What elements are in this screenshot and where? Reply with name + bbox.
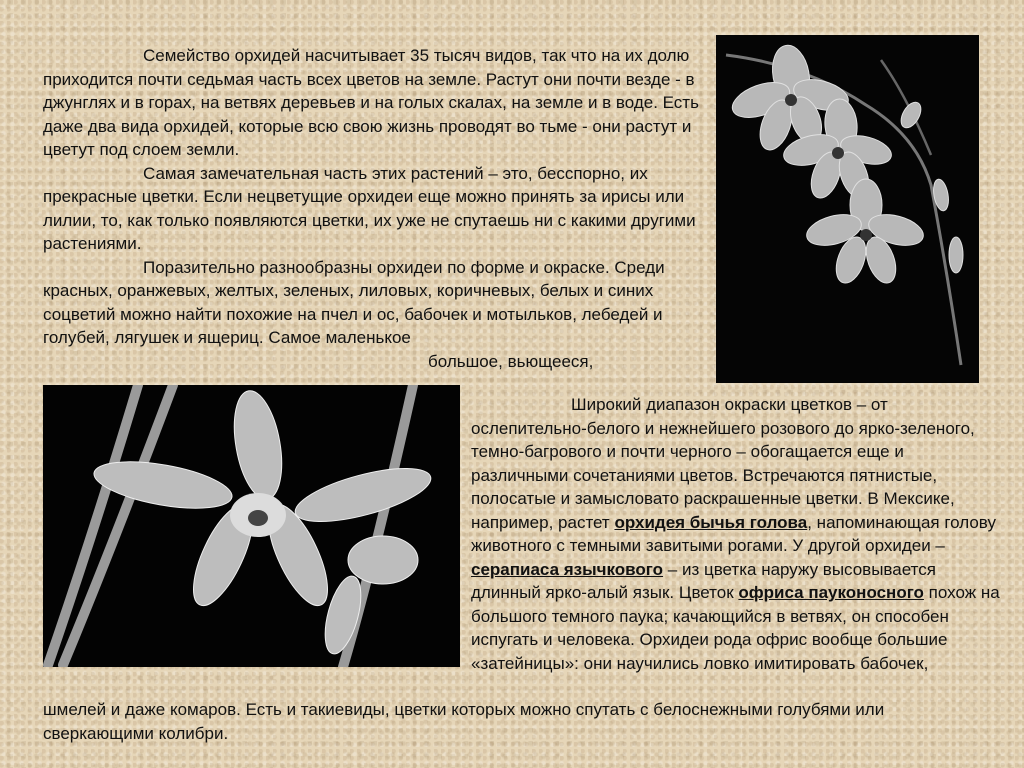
paragraph-overlapped-fragment: большое, вьющееся, <box>428 351 594 371</box>
orchid-phalaenopsis-photo <box>716 35 979 383</box>
paragraph-flowers: Самая замечательная часть этих растений – это, бесспорно, их прекрасные цветки. Если нецветущие орхидеи еще можно принять за ирисы или лилии, то, как только появляются цветки, их уже не спутаешь ни с какими другими растениями. <box>43 163 696 253</box>
paragraph-color-range-4: похож на большого темного паука; качающийся в ветвях, он способен испугать и человека. Орхидеи рода офрис вообще большие «затейницы»: они научились ловко имитировать бабочек, <box>471 583 1000 673</box>
text-block-bottom <box>43 698 923 745</box>
paragraph-families: Семейство орхидей насчитывает 35 тысяч видов, так что на их долю приходится почти седьмая часть всех цветов на земле. Растут они почти везде - в джунглях и в горах, на ветвях деревьев и на голых скалах, на земле и в воде. Есть даже два вида орхидей, которые всю свою жизнь проводят во тьме - они растут и цветут под слоем земли. <box>43 46 699 159</box>
paragraph-color-range: Широкий диапазон окраски цветков – от ослепительно-белого и нежнейшего розового до ярко-зеленого, темно-багрового и почти черного – обогащается еще и различными сочетаниями цветов. Встречаются пятнистые, полосатые и замысловато раскрашенные цветки. В Мексике, например, растет <box>471 395 975 532</box>
orchid-phalaenopsis-image <box>716 35 979 383</box>
paragraph-color-range-3: – из цветка наружу высовывается длинный ярко-алый язык. Цветок <box>471 559 936 602</box>
paragraph-color-range-2: , напоминающая голову животного с темными завитыми рогами. У другой орхидеи – <box>471 512 996 555</box>
text-block-top <box>43 44 715 373</box>
orchid-cymbidium-image <box>43 385 460 667</box>
text-block-right <box>471 393 1001 675</box>
paragraph-bottom: шмелей и даже комаров. Есть и такиевиды, цветки которых можно спутать с белоснежными голубями или сверкающими колибри. <box>43 700 885 743</box>
term-ophrys-spider: офриса пауконосного <box>738 583 924 602</box>
paragraph-diversity: Поразительно разнообразны орхидеи по форме и окраске. Среди красных, оранжевых, желтых, зеленых, лиловых, коричневых, белых и синих соцветий можно найти похожие на пчел и ос, бабочек и мотыльков, лебедей и голубей, лягушек и ящериц. Самое маленькое <box>43 257 665 347</box>
term-serapias-lingua: серапиаса язычкового <box>471 559 664 579</box>
orchid-cymbidium-photo <box>43 385 460 667</box>
term-bull-head-orchid: орхидея бычья голова <box>614 512 808 532</box>
